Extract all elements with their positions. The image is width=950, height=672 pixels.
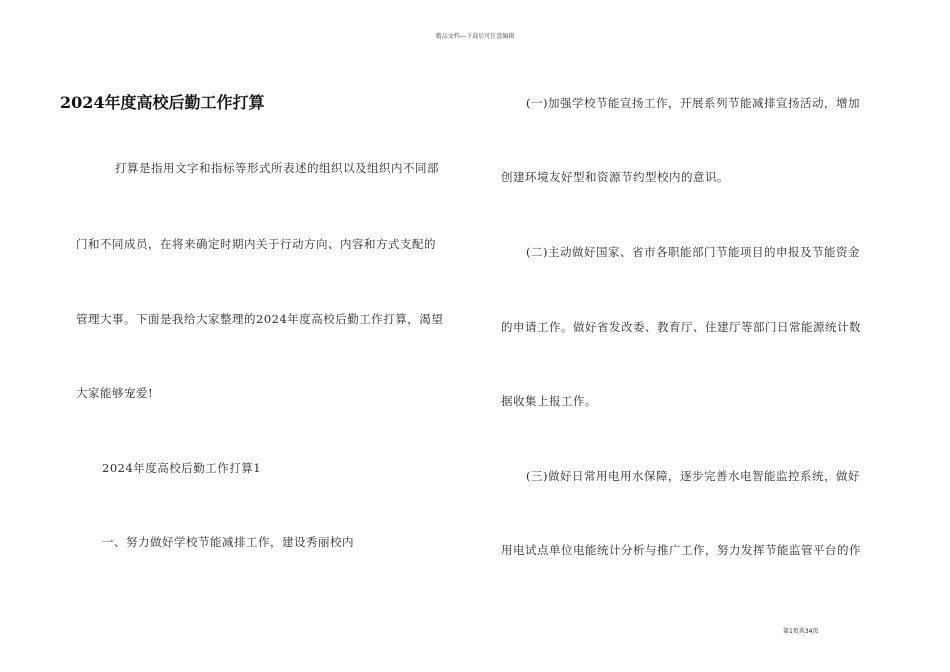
right-paragraph-line-3: (二)主动做好国家、省市各职能部门节能项目的申报及节能资金 bbox=[526, 245, 860, 259]
document-title: 2024年度高校后勤工作打算 bbox=[60, 93, 265, 112]
left-paragraph-line-4: 大家能够宠爱! bbox=[76, 386, 154, 400]
left-paragraph-line-3: 管理大事。下面是我给大家整理的2024年度高校后勤工作打算，渴望 bbox=[76, 312, 444, 326]
left-paragraph-line-2: 门和不同成员，在将来确定时期内关于行动方向、内容和方式支配的 bbox=[76, 237, 436, 251]
right-paragraph-line-4: 的申请工作。做好省发改委、教育厅、住建厅等部门日常能源统计数 bbox=[501, 320, 861, 334]
right-paragraph-line-6: (三)做好日常用电用水保障，逐步完善水电智能监控系统，做好 bbox=[526, 469, 860, 483]
page-header-note: 精品文档---下载后可任意编辑 bbox=[435, 33, 515, 40]
subsection-heading-1: 一、努力做好学校节能减排工作，建设秀丽校内 bbox=[102, 535, 354, 549]
right-paragraph-line-2: 创建环境友好型和资源节约型校内的意识。 bbox=[501, 170, 729, 184]
section-heading-1: 2024年度高校后勤工作打算1 bbox=[102, 461, 262, 475]
left-paragraph-line-1: 打算是指用文字和指标等形式所表述的组织以及组织内不同部 bbox=[115, 161, 439, 175]
right-paragraph-line-7: 用电试点单位电能统计分析与推广工作，努力发挥节能监管平台的作 bbox=[501, 543, 861, 557]
right-paragraph-line-1: (一)加强学校节能宣扬工作，开展系列节能减排宣扬活动，增加 bbox=[526, 96, 860, 110]
right-paragraph-line-5: 据收集上报工作。 bbox=[501, 394, 597, 408]
page-number: 第1页共34页 bbox=[783, 628, 819, 635]
